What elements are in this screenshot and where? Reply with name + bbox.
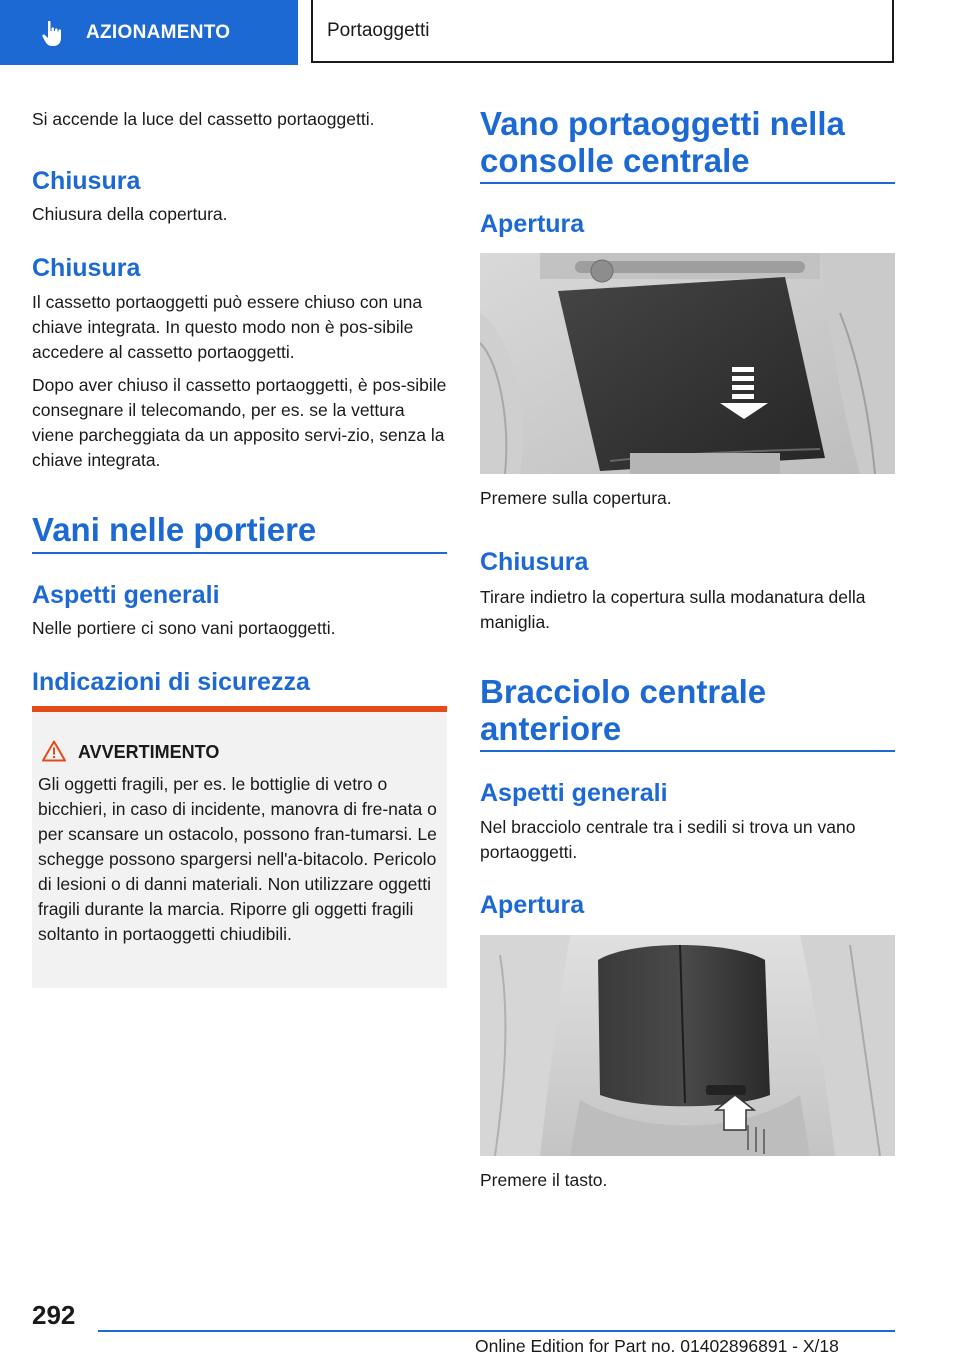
heading-vani-portiere: Vani nelle portiere xyxy=(32,511,317,548)
intro-text: Si accende la luce del cassetto portaoggetti. xyxy=(32,109,375,129)
armrest-photo xyxy=(480,935,895,1156)
hand-pointer-icon xyxy=(40,19,64,47)
caption-1: Premere sulla copertura. xyxy=(480,488,672,508)
console-storage-illustration xyxy=(480,253,895,474)
footer-rule xyxy=(98,1330,895,1332)
section-title: Portaoggetti xyxy=(311,0,894,63)
heading-chiusura-2: Chiusura xyxy=(32,254,141,282)
chiusura-2-paragraph-1: Il cassetto portaoggetti può essere chiuso con una chiave integrata. In questo modo non è pos-sibile accedere al cassetto portaoggetti. xyxy=(32,292,423,362)
heading-apertura-2: Apertura xyxy=(480,891,585,919)
warning-box xyxy=(32,706,447,988)
heading-bracciolo-line-2: anteriore xyxy=(480,710,622,747)
console-storage-photo xyxy=(480,253,895,474)
warning-text: Gli oggetti fragili, per es. le bottiglie di vetro o bicchieri, in caso di incidente, manovra di fre-nata o per scansare un ostacolo, possono fran-tumarsi. Le schegge possono spargersi nell'a-bitacolo. Pericolo di lesioni o di danni materiali. Non utilizzare oggetti fragili durante la marcia. Riporre gli oggetti fragili soltanto in portaoggetti chiudibili. xyxy=(38,774,437,944)
chiusura-2-paragraph-2: Dopo aver chiuso il cassetto portaoggetti, è pos-sibile consegnare il telecomando, per es. se la vettura viene parcheggiata da un apposito servi-zio, senza la chiave integrata. xyxy=(32,375,447,470)
caption-2: Premere il tasto. xyxy=(480,1170,608,1190)
footer-edition: Online Edition for Part no. 01402896891 - X/18 xyxy=(475,1336,839,1356)
heading-rule xyxy=(480,182,895,184)
chiusura-1-text: Chiusura della copertura. xyxy=(32,204,228,224)
heading-sicurezza: Indicazioni di sicurezza xyxy=(32,668,310,696)
heading-chiusura-1: Chiusura xyxy=(32,167,141,195)
chapter-label: AZIONAMENTO xyxy=(86,21,231,43)
heading-vano-line-1: Vano portaoggetti nella xyxy=(480,105,845,142)
heading-aspetti-generali-left: Aspetti generali xyxy=(32,581,220,609)
heading-bracciolo-line-1: Bracciolo centrale xyxy=(480,673,767,710)
heading-chiusura-right: Chiusura xyxy=(480,548,589,576)
heading-vano-line-2: consolle centrale xyxy=(480,142,750,179)
armrest-illustration xyxy=(480,935,895,1156)
page-number: 292 xyxy=(32,1300,76,1330)
warning-triangle-icon xyxy=(42,740,66,762)
heading-apertura-1: Apertura xyxy=(480,210,585,238)
aspetti-right-text: Nel bracciolo centrale tra i sedili si trova un vano portaoggetti. xyxy=(480,817,856,862)
aspetti-left-text: Nelle portiere ci sono vani portaoggetti. xyxy=(32,618,336,638)
chiusura-right-text: Tirare indietro la copertura sulla modanatura della maniglia. xyxy=(480,587,866,632)
heading-bracciolo xyxy=(480,673,895,747)
chapter-tab xyxy=(0,0,298,65)
heading-rule xyxy=(480,750,895,752)
heading-rule xyxy=(32,552,447,554)
warning-title: AVVERTIMENTO xyxy=(78,742,220,762)
heading-aspetti-generali-right: Aspetti generali xyxy=(480,779,668,807)
heading-vano-consolle xyxy=(480,105,895,179)
